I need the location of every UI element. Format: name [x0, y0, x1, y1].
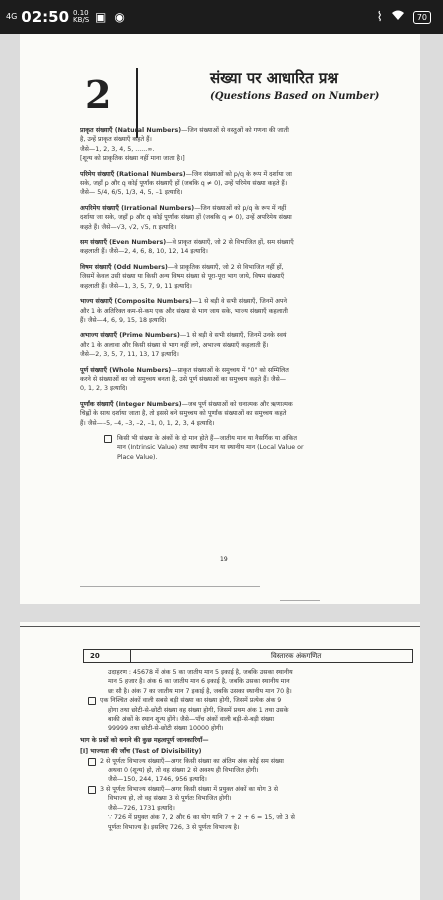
para-rational-numbers: परिमेय संख्याएँ (Rational Numbers)—जिन संख्याओं को p/q के रूप में दर्शाया जा सके, जहाँ p और q कोई पूर्णांक संख्याएँ हों (जबकि q ≠ 0), उन्हें परिमेय संख्या कहते हैं। जैसे— 5/4, 6/5, 1/3, 4, 5, –1 इत्यादि।: [80, 170, 292, 197]
footer-rule: [80, 586, 260, 587]
page-number: 19: [220, 556, 228, 563]
text-line: विभाज्य हो, तो वह संख्या 3 से पूर्णतः विभाजित होगी।: [108, 795, 232, 803]
header-book-title: विस्तारक अंकगणित: [271, 651, 322, 660]
para-irrational-numbers: अपरिमेय संख्याएँ (Irrational Numbers)—जिन संख्याओं को p/q के रूप में नहीं दर्शाया जा सके, जहाँ p और q कोई पूर्णांक संख्या हों (जबकि q ≠ 0), उन्हें अपरिमेय संख्या कहते हैं। जैसे—√3, √2, √5, π इत्यादि।: [80, 204, 292, 231]
page-body: [80, 126, 400, 462]
para-odd-numbers: विषम संख्याएँ (Odd Numbers)—वे प्राकृतिक संख्याएँ, जो 2 से विभाजित नहीं हों, जिसमें केवल उसी संख्या या किसी अन्य विषम संख्या से पूरा-पूरा भाग जाये, विषम संख्याएँ कहलाती हैं। जैसे—1, 3, 5, 7, 9, 11 इत्यादि।: [80, 263, 285, 290]
text-line: भाग के प्रश्नों को बनाने की कुछ महत्वपूर्ण जानकारियाँ—: [80, 736, 209, 744]
clock: 02:50: [21, 8, 70, 26]
text-line: 2 से पूर्णतः विभाज्य संख्याएँ—अगर किसी संख्या का अंतिम अंक कोई सम संख्या: [88, 757, 410, 766]
text-line: मान 5 हजार है। अंक 6 का जातीय मान 6 इकाई है, जबकि उसका स्थानीय मान: [108, 678, 290, 686]
chapter-subtitle: (Questions Based on Number): [210, 91, 380, 102]
text-line: [I] भाज्यता की जाँच (Test of Divisibility): [80, 748, 202, 756]
gallery-icon: ▣: [95, 10, 107, 24]
wifi-icon: [391, 10, 405, 25]
para-prime-numbers: अभाज्य संख्याएँ (Prime Numbers)—1 से बड़ी वे सभी संख्याएँ, जिनमें उनके स्वयं और 1 के अलावा और किसी संख्या से भाग नहीं लगे, अभाज्य संख्याएँ कहलाती हैं। जैसे—2, 3, 5, 7, 11, 13, 17 इत्यादि।: [80, 332, 287, 359]
text-line: ∵ 726 में प्रयुक्त अंक 7, 2 और 6 का योग यानि 7 + 2 + 6 = 15, जो 3 से: [108, 814, 295, 822]
document-page-19: [20, 34, 420, 604]
text-line: एक निश्चित अंकों वाली सबसे बड़ी संख्या का संख्या होगी, जिसमें प्रत्येक अंक 9: [88, 696, 410, 705]
para-integer-numbers: पूर्णांक संख्याएँ (Integer Numbers)—जब पूर्ण संख्याओं को धनात्मक और ऋणात्मक चिह्नों के साथ दर्शाया जाता है, तो इससे बने समुच्चय को पूर्णांक संख्याओं का समुच्चय कहते हैं। जैसे—–5, –4, –3, –2, –1, 0, 1, 2, 3, 4 इत्यादि।: [80, 400, 293, 427]
text-line: अथवा 0 (शून्य) हो, तो वह संख्या 2 से अवश्य ही विभाजित होगी।: [108, 767, 259, 775]
para-whole-numbers: पूर्ण संख्याएँ (Whole Numbers)—प्राकृत संख्याओं के समुच्चय में "0" को सम्मिलित करने से संख्याओं का जो समुच्चय बनता है, उसे पूर्ण संख्याओं का समुच्चय कहते हैं। जैसे— 0, 1, 2, 3 इत्यादि।: [80, 366, 289, 393]
checkbox-bullet-icon: [104, 435, 112, 443]
vibrate-icon: ⌇: [376, 9, 383, 25]
top-rule: [20, 626, 420, 627]
para-even-numbers: सम संख्याएँ (Even Numbers)—वे प्राकृत संख्याएँ, जो 2 से विभाजित हों, सम संख्याएँ कहलाती हैं। जैसे—2, 4, 6, 8, 10, 12, 14 इत्यादि।: [80, 239, 294, 256]
network-type: 4G: [6, 12, 18, 21]
checkbox-bullet-icon: [88, 786, 96, 794]
checkbox-bullet-icon: [88, 697, 96, 705]
footer-mark: [280, 600, 320, 601]
header-page-number: 20: [84, 650, 131, 662]
checkbox-bullet-icon: [88, 758, 96, 766]
text-line: बाकी अंकों के स्थान शून्य होंगे। जैसे—पाँच अंकों वाली बड़ी-से-बड़ी संख्या: [108, 716, 274, 724]
para-natural-numbers: प्राकृत संख्याएँ (Natural Numbers)—जिन संख्याओं से वस्तुओं को गणना की जाती है, उन्हें प्राकृत संख्याएँ कहते हैं। जैसे—1, 2, 3, 4, 5, ......∞. [शून्य को प्राकृतिक संख्या नहीं माना जाता है।]: [80, 127, 289, 163]
document-page-20: [20, 622, 420, 900]
network-speed: 0.10 KB/S: [73, 9, 90, 24]
page-body: [80, 668, 410, 832]
text-line: 3 से पूर्णतः विभाज्य संख्याएँ—अगर किसी संख्या में प्रयुक्त अंकों का योग 3 से: [88, 785, 410, 794]
running-header: [83, 649, 413, 663]
battery-icon: 70: [413, 11, 431, 24]
status-bar: [0, 0, 443, 34]
text-line: पूर्णतः विभाज्य है। इसलिए 726, 3 से पूर्णतः विभाज्य है।: [108, 823, 240, 831]
app-notification-icon: ◉: [114, 10, 125, 24]
chapter-title: संख्या पर आधारित प्रश्न: [210, 69, 338, 87]
chapter-number: 2: [85, 72, 112, 117]
para-composite-numbers: भाज्य संख्याएँ (Composite Numbers)—1 से बड़ी वे सभी संख्याएँ, जिनमें अपने और 1 के अतिरिक्त कम-से-कम एक और संख्या से भाग जाय सके, भाज्य संख्याएँ कहलाती हैं। जैसे—4, 6, 9, 15, 18 इत्यादि।: [80, 298, 288, 324]
text-line: 99999 तथा छोटी-से-छोटी संख्या 10000 होगी।: [108, 725, 224, 733]
text-line: होगा तथा छोटी-से-छोटी संख्या वह संख्या होगी, जिसमें प्रथम अंक 1 तथा उसके: [108, 706, 289, 714]
text-line: छः सौ है। अंक 7 का जातीय मान 7 इकाई है, जबकि उसका स्थानीय मान 70 है।: [108, 687, 292, 695]
note-intrinsic-value: किसी भी संख्या के अंकों के दो मान होते हैं—जातीय मान या नैसर्गिक या अंकित मान (Intrinsic Value) तथा स्थानीय मान या स्थानीय मान (Local Value or Place Value).: [104, 434, 400, 462]
text-line: उदाहरण : 45678 में अंक 5 का जातीय मान 5 इकाई है, जबकि उसका स्थानीय: [108, 669, 293, 676]
text-line: जैसे—150, 244, 1746, 956 इत्यादि।: [108, 776, 207, 784]
text-line: जैसे—726, 1731 इत्यादि।: [108, 804, 175, 812]
